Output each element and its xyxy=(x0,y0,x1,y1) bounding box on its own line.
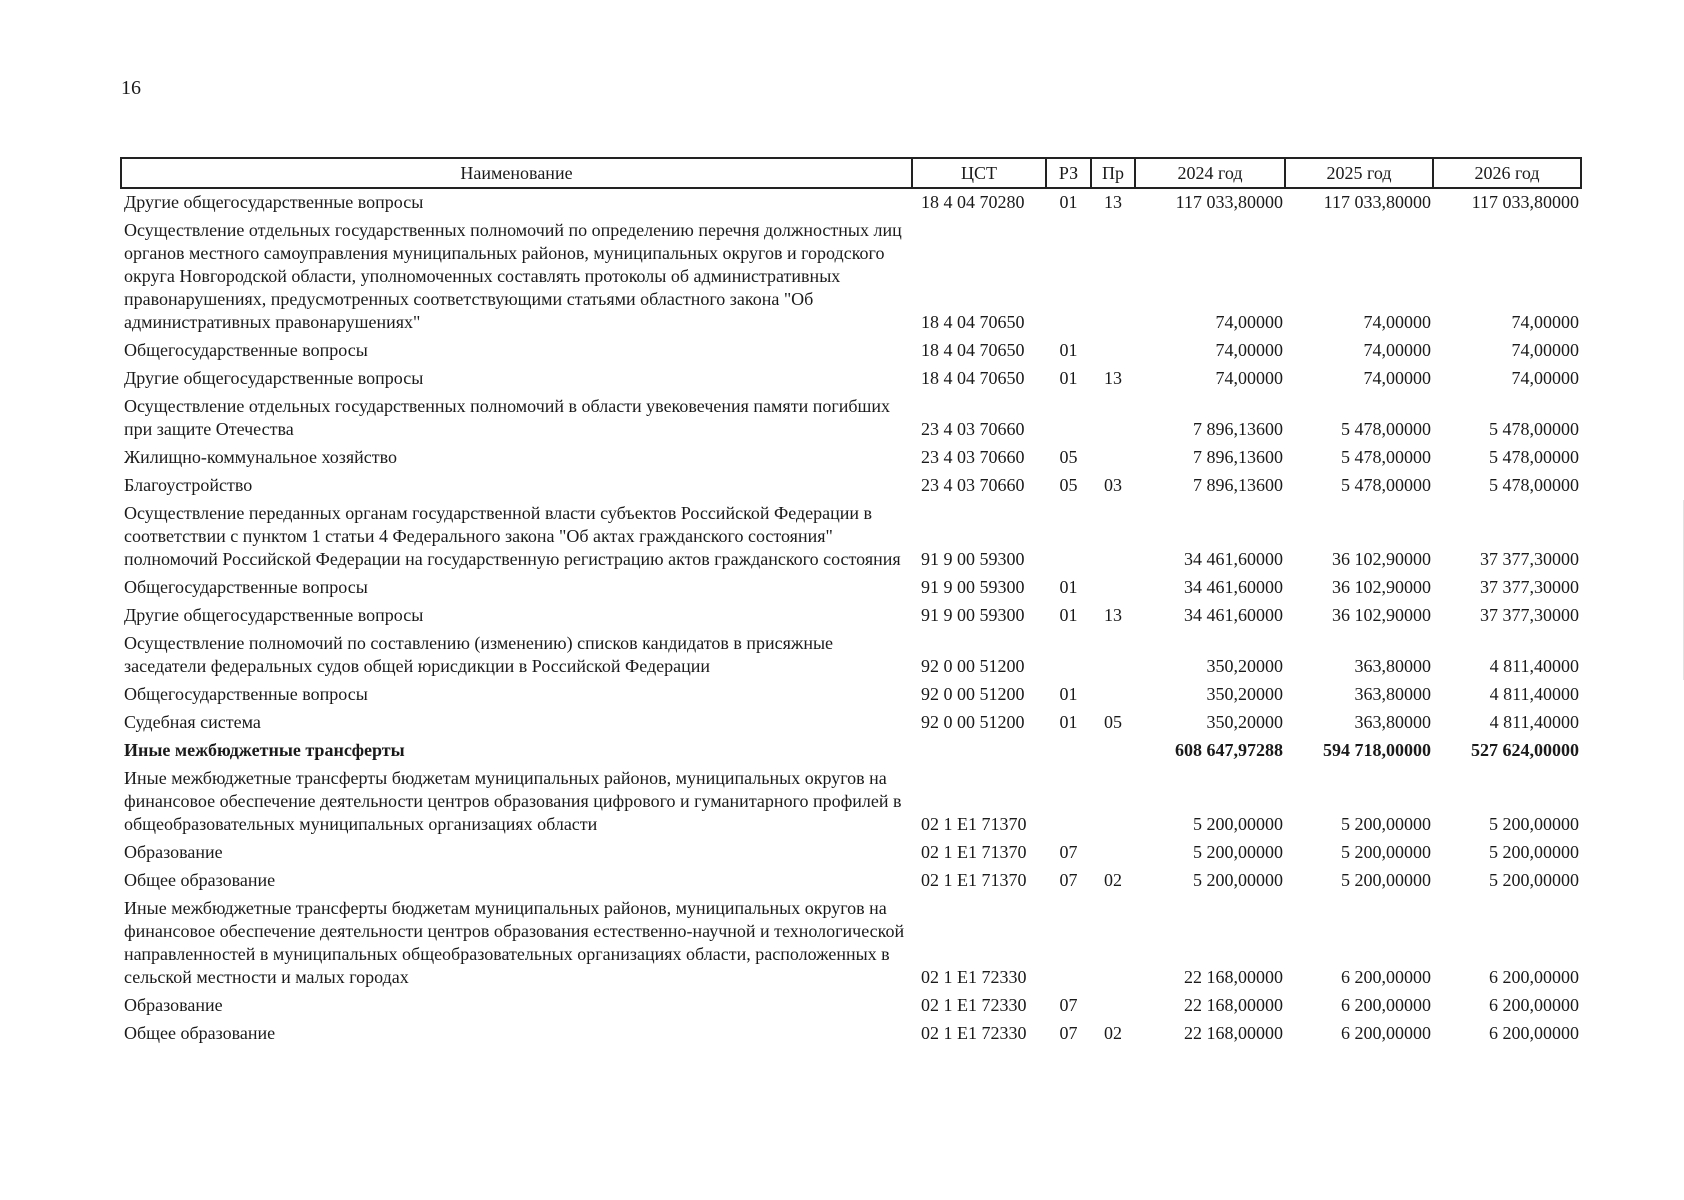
cell-name: Осуществление переданных органам государственной власти субъектов Российской Федерации в соответствии с пунктом 1 статьи 4 Федерального закона "Об актах гражданского состояния" полномочий Российской Федерации на государственную регистрацию актов гражданского состояния xyxy=(124,503,901,569)
cell-y2025: 6 200,00000 xyxy=(1341,967,1431,987)
cell-y2025: 5 478,00000 xyxy=(1341,447,1431,467)
cell-pr: 02 xyxy=(1104,870,1122,890)
cell-y2025: 6 200,00000 xyxy=(1341,1023,1431,1043)
cell-rz: 07 xyxy=(1059,842,1078,862)
cell-name: Общее образование xyxy=(124,1023,276,1043)
cell-y2024: 74,00000 xyxy=(1215,368,1283,388)
cell-cst: 91 9 00 59300 xyxy=(921,549,1025,569)
cell-pr xyxy=(1091,574,1135,602)
cell-rz: 01 xyxy=(1059,368,1078,388)
cell-y2025: 5 200,00000 xyxy=(1341,814,1431,834)
cell-y2025: 74,00000 xyxy=(1363,340,1431,360)
cell-y2026: 5 478,00000 xyxy=(1489,419,1579,439)
cell-cst: 18 4 04 70650 xyxy=(921,340,1025,360)
cell-y2024: 22 168,00000 xyxy=(1184,1023,1283,1043)
cell-pr xyxy=(1091,895,1135,992)
page-number: 16 xyxy=(121,77,141,99)
table-row xyxy=(121,839,1581,867)
cell-name: Общегосударственные вопросы xyxy=(124,577,368,597)
cell-pr: 02 xyxy=(1104,1023,1122,1043)
cell-cst: 02 1 E1 71370 xyxy=(921,814,1027,834)
cell-y2025: 5 478,00000 xyxy=(1341,475,1431,495)
cell-pr xyxy=(1091,630,1135,681)
cell-y2026: 74,00000 xyxy=(1511,312,1579,332)
cell-y2026: 6 200,00000 xyxy=(1489,995,1579,1015)
cell-name: Образование xyxy=(124,842,223,862)
cell-y2025: 74,00000 xyxy=(1363,312,1431,332)
table-row xyxy=(121,630,1581,681)
cell-pr xyxy=(1091,337,1135,365)
table-body xyxy=(121,188,1581,1048)
table-row xyxy=(121,444,1581,472)
table-row xyxy=(121,1020,1581,1048)
cell-y2024: 350,20000 xyxy=(1206,684,1283,704)
header-cst: ЦСТ xyxy=(912,158,1046,188)
cell-y2025: 6 200,00000 xyxy=(1341,995,1431,1015)
cell-y2025: 5 200,00000 xyxy=(1341,870,1431,890)
cell-pr xyxy=(1091,839,1135,867)
cell-y2026: 74,00000 xyxy=(1511,368,1579,388)
cell-pr xyxy=(1091,992,1135,1020)
cell-y2024: 117 033,80000 xyxy=(1175,192,1283,212)
cell-y2024: 74,00000 xyxy=(1215,340,1283,360)
budget-table xyxy=(120,157,1582,1048)
cell-pr xyxy=(1091,681,1135,709)
cell-y2026: 4 811,40000 xyxy=(1489,684,1579,704)
table-row xyxy=(121,393,1581,444)
header-2026: 2026 год xyxy=(1433,158,1581,188)
table-row xyxy=(121,867,1581,895)
cell-pr xyxy=(1091,765,1135,839)
cell-rz xyxy=(1046,737,1091,765)
cell-rz: 07 xyxy=(1059,995,1078,1015)
cell-rz xyxy=(1046,630,1091,681)
cell-y2026: 37 377,30000 xyxy=(1480,577,1579,597)
cell-y2026: 6 200,00000 xyxy=(1489,967,1579,987)
cell-pr xyxy=(1091,217,1135,337)
cell-pr xyxy=(1091,737,1135,765)
cell-y2025: 117 033,80000 xyxy=(1323,192,1431,212)
cell-rz: 01 xyxy=(1059,684,1078,704)
cell-y2024: 7 896,13600 xyxy=(1193,419,1283,439)
cell-pr: 13 xyxy=(1104,368,1122,388)
cell-y2025: 36 102,90000 xyxy=(1332,605,1431,625)
cell-y2025: 5 200,00000 xyxy=(1341,842,1431,862)
cell-rz xyxy=(1046,500,1091,574)
cell-y2024: 34 461,60000 xyxy=(1184,605,1283,625)
cell-name: Иные межбюджетные трансферты xyxy=(124,740,405,760)
cell-name: Иные межбюджетные трансферты бюджетам муниципальных районов, муниципальных округов на финансовое обеспечение деятельности центров образования естественно-научной и технологической направленностей в муниципальных общеобразовательных организациях области, расположенных в сельской местности и малых городах xyxy=(124,898,905,987)
cell-y2024: 74,00000 xyxy=(1215,312,1283,332)
table-row xyxy=(121,765,1581,839)
cell-name: Общее образование xyxy=(124,870,276,890)
header-rz: РЗ xyxy=(1046,158,1091,188)
cell-cst: 02 1 E1 72330 xyxy=(921,995,1027,1015)
cell-y2024: 350,20000 xyxy=(1206,712,1283,732)
cell-y2026: 5 200,00000 xyxy=(1489,870,1579,890)
cell-rz xyxy=(1046,765,1091,839)
header-name: Наименование xyxy=(121,158,912,188)
cell-cst: 23 4 03 70660 xyxy=(921,419,1025,439)
cell-y2025: 594 718,00000 xyxy=(1323,740,1431,760)
cell-name: Другие общегосударственные вопросы xyxy=(124,192,424,212)
cell-y2026: 5 200,00000 xyxy=(1489,814,1579,834)
cell-y2026: 5 478,00000 xyxy=(1489,475,1579,495)
cell-y2026: 4 811,40000 xyxy=(1489,712,1579,732)
cell-pr: 13 xyxy=(1104,192,1122,212)
table-row xyxy=(121,681,1581,709)
cell-pr: 03 xyxy=(1104,475,1122,495)
table-row xyxy=(121,895,1581,992)
cell-cst: 02 1 E1 72330 xyxy=(921,1023,1027,1043)
cell-name: Общегосударственные вопросы xyxy=(124,340,368,360)
cell-y2026: 5 478,00000 xyxy=(1489,447,1579,467)
cell-cst: 92 0 00 51200 xyxy=(921,656,1025,676)
cell-y2025: 36 102,90000 xyxy=(1332,549,1431,569)
cell-rz: 07 xyxy=(1059,870,1078,890)
header-2025: 2025 год xyxy=(1285,158,1433,188)
cell-y2026: 6 200,00000 xyxy=(1489,1023,1579,1043)
cell-name: Другие общегосударственные вопросы xyxy=(124,368,424,388)
cell-cst xyxy=(912,737,1046,765)
cell-pr xyxy=(1091,444,1135,472)
cell-cst: 23 4 03 70660 xyxy=(921,475,1025,495)
table-row xyxy=(121,472,1581,500)
cell-y2025: 5 478,00000 xyxy=(1341,419,1431,439)
cell-name: Образование xyxy=(124,995,223,1015)
table-row xyxy=(121,500,1581,574)
cell-cst: 18 4 04 70280 xyxy=(921,192,1025,212)
header-pr: Пр xyxy=(1091,158,1135,188)
cell-y2025: 363,80000 xyxy=(1354,656,1431,676)
cell-name: Осуществление полномочий по составлению (изменению) списков кандидатов в присяжные заседатели федеральных судов общей юрисдикции в Российской Федерации xyxy=(124,633,834,676)
cell-rz xyxy=(1046,895,1091,992)
cell-name: Иные межбюджетные трансферты бюджетам муниципальных районов, муниципальных округов на финансовое обеспечение деятельности центров образования цифрового и гуманитарного профилей в общеобразовательных муниципальных организациях области xyxy=(124,768,902,834)
cell-cst: 02 1 E1 71370 xyxy=(921,842,1027,862)
cell-name: Осуществление отдельных государственных полномочий в области увековечения памяти погибших при защите Отечества xyxy=(124,396,891,439)
cell-y2026: 117 033,80000 xyxy=(1471,192,1579,212)
cell-y2026: 37 377,30000 xyxy=(1480,549,1579,569)
cell-y2025: 363,80000 xyxy=(1354,712,1431,732)
cell-name: Осуществление отдельных государственных полномочий по определению перечня должностных лиц органов местного самоуправления муниципальных районов, муниципальных округов и городского округа Новгородской области, уполномоченных составлять протоколы об административных правонарушениях, предусмотренных соответствующими статьями областного закона "Об административных правонарушениях" xyxy=(124,220,902,332)
cell-rz: 01 xyxy=(1059,340,1078,360)
cell-pr xyxy=(1091,500,1135,574)
cell-y2024: 5 200,00000 xyxy=(1193,814,1283,834)
cell-cst: 91 9 00 59300 xyxy=(921,577,1025,597)
cell-name: Другие общегосударственные вопросы xyxy=(124,605,424,625)
cell-y2024: 608 647,97288 xyxy=(1175,740,1283,760)
cell-name: Судебная система xyxy=(124,712,261,732)
cell-cst: 92 0 00 51200 xyxy=(921,712,1025,732)
cell-y2024: 7 896,13600 xyxy=(1193,475,1283,495)
table-header-row xyxy=(121,158,1581,188)
cell-cst: 18 4 04 70650 xyxy=(921,312,1025,332)
cell-name: Жилищно-коммунальное хозяйство xyxy=(124,447,398,467)
cell-y2025: 36 102,90000 xyxy=(1332,577,1431,597)
cell-y2024: 7 896,13600 xyxy=(1193,447,1283,467)
cell-rz: 01 xyxy=(1059,605,1078,625)
cell-y2024: 34 461,60000 xyxy=(1184,549,1283,569)
table-row xyxy=(121,737,1581,765)
cell-y2024: 34 461,60000 xyxy=(1184,577,1283,597)
header-2024: 2024 год xyxy=(1135,158,1285,188)
cell-y2024: 22 168,00000 xyxy=(1184,967,1283,987)
cell-y2026: 37 377,30000 xyxy=(1480,605,1579,625)
table-row xyxy=(121,188,1581,217)
cell-rz: 07 xyxy=(1059,1023,1078,1043)
cell-y2026: 527 624,00000 xyxy=(1471,740,1579,760)
cell-rz xyxy=(1046,217,1091,337)
cell-y2026: 5 200,00000 xyxy=(1489,842,1579,862)
cell-y2026: 74,00000 xyxy=(1511,340,1579,360)
cell-y2025: 74,00000 xyxy=(1363,368,1431,388)
cell-rz: 01 xyxy=(1059,192,1078,212)
table-row xyxy=(121,365,1581,393)
cell-pr: 13 xyxy=(1104,605,1122,625)
cell-cst: 91 9 00 59300 xyxy=(921,605,1025,625)
cell-cst: 23 4 03 70660 xyxy=(921,447,1025,467)
cell-y2024: 350,20000 xyxy=(1206,656,1283,676)
cell-y2025: 363,80000 xyxy=(1354,684,1431,704)
cell-y2024: 5 200,00000 xyxy=(1193,842,1283,862)
cell-rz: 01 xyxy=(1059,577,1078,597)
cell-pr: 05 xyxy=(1104,712,1122,732)
table-row xyxy=(121,992,1581,1020)
cell-name: Общегосударственные вопросы xyxy=(124,684,368,704)
cell-cst: 92 0 00 51200 xyxy=(921,684,1025,704)
table-row xyxy=(121,709,1581,737)
cell-y2024: 5 200,00000 xyxy=(1193,870,1283,890)
cell-y2024: 22 168,00000 xyxy=(1184,995,1283,1015)
cell-rz xyxy=(1046,393,1091,444)
cell-rz: 05 xyxy=(1059,447,1078,467)
cell-name: Благоустройство xyxy=(124,475,253,495)
cell-rz: 05 xyxy=(1059,475,1078,495)
cell-pr xyxy=(1091,393,1135,444)
cell-y2026: 4 811,40000 xyxy=(1489,656,1579,676)
cell-cst: 02 1 E1 71370 xyxy=(921,870,1027,890)
table-row xyxy=(121,217,1581,337)
cell-cst: 02 1 E1 72330 xyxy=(921,967,1027,987)
cell-rz: 01 xyxy=(1059,712,1078,732)
table-row xyxy=(121,602,1581,630)
cell-cst: 18 4 04 70650 xyxy=(921,368,1025,388)
table-row xyxy=(121,574,1581,602)
table-row xyxy=(121,337,1581,365)
